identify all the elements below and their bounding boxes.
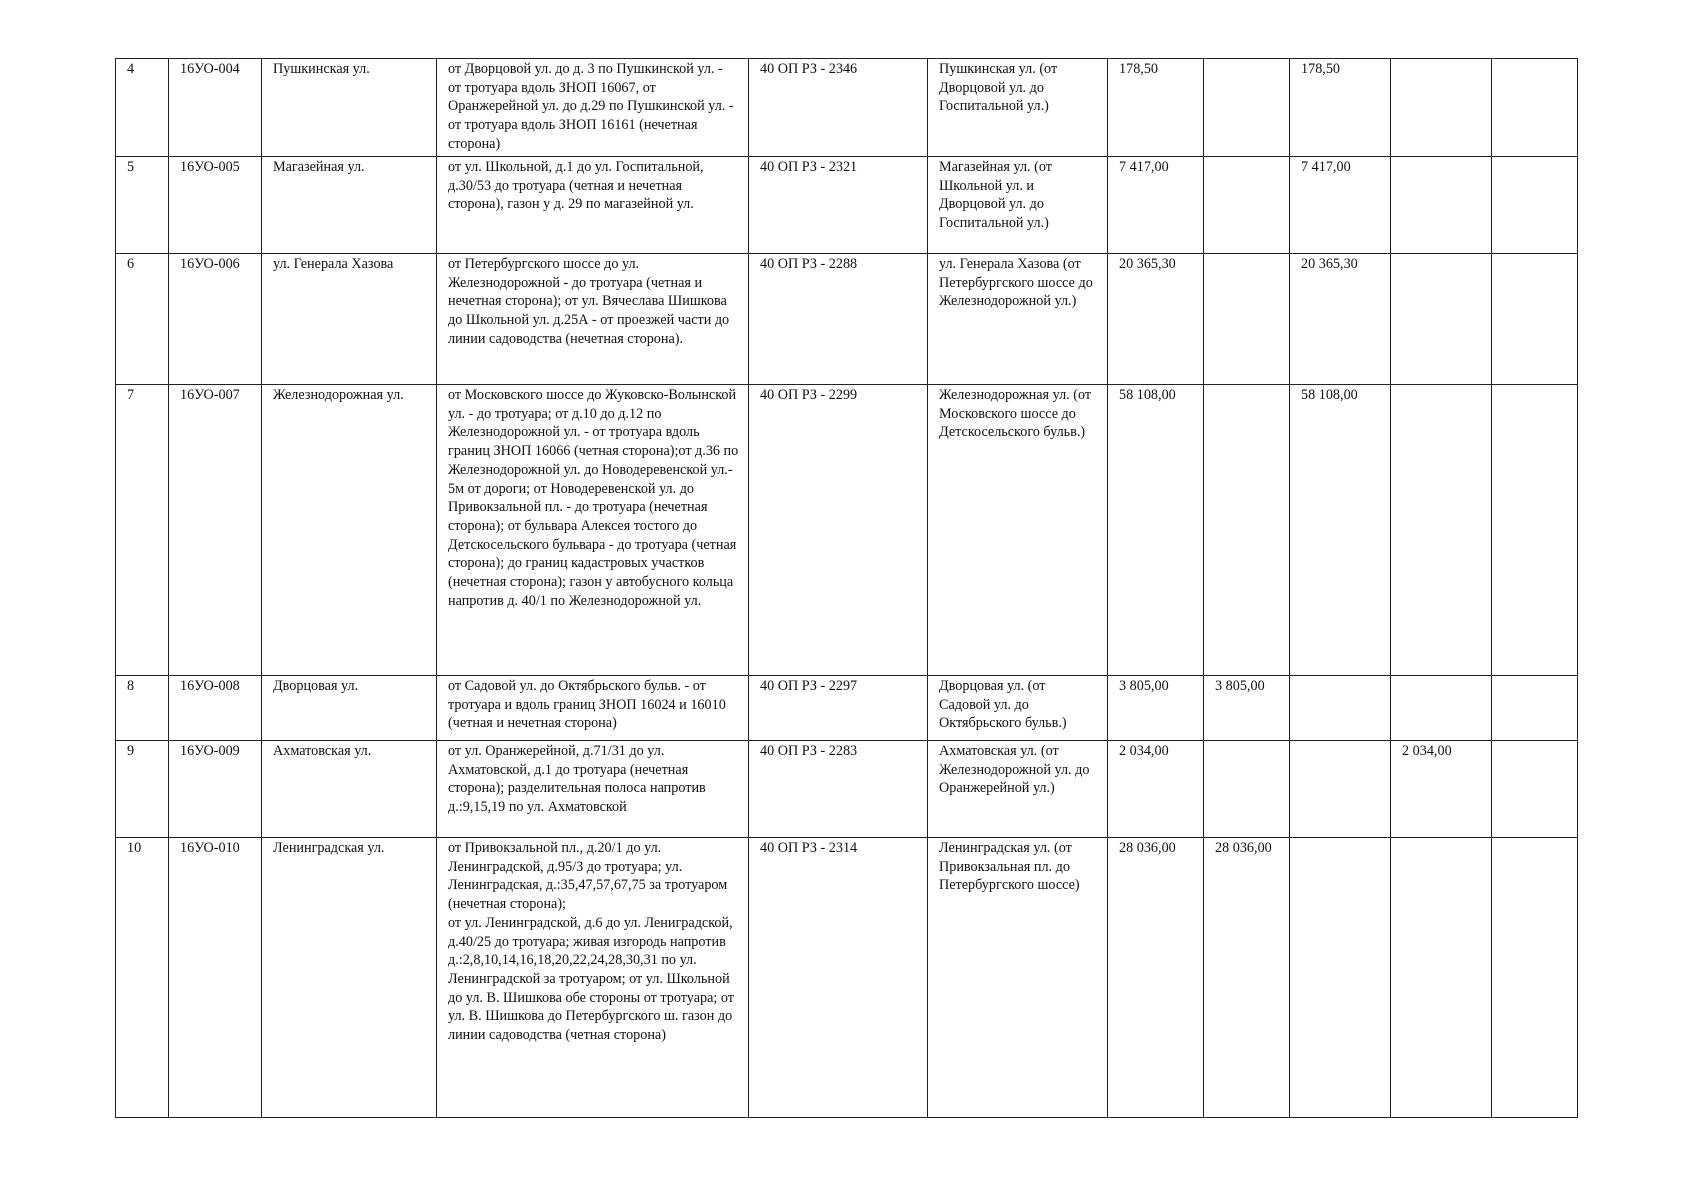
road-name: ул. Генерала Хазова (от Петербургского шоссе до Железнодорожной ул.) bbox=[928, 254, 1108, 385]
area-col-10 bbox=[1391, 676, 1492, 741]
road-id: 40 ОП РЗ - 2288 bbox=[749, 254, 928, 385]
plot-code: 16УО-008 bbox=[169, 676, 262, 741]
area-col-11 bbox=[1492, 838, 1578, 1118]
street-name: Магазейная ул. bbox=[262, 157, 437, 254]
plot-code: 16УО-009 bbox=[169, 741, 262, 838]
area-col-11 bbox=[1492, 676, 1578, 741]
road-id: 40 ОП РЗ - 2299 bbox=[749, 385, 928, 676]
area-col-10 bbox=[1391, 157, 1492, 254]
area-col-9 bbox=[1290, 676, 1391, 741]
plot-description: от ул. Оранжерейной, д.71/31 до ул. Ахматовской, д.1 до тротуара (нечетная сторона); разделительная полоса напротив д.:9,15,19 по ул. Ахматовской bbox=[437, 741, 749, 838]
area-col-9: 178,50 bbox=[1290, 59, 1391, 157]
plot-description: от ул. Школьной, д.1 до ул. Госпитальной, д.30/53 до тротуара (четная и нечетная сторона), газон у д. 29 по магазейной ул. bbox=[437, 157, 749, 254]
road-name: Пушкинская ул. (от Дворцовой ул. до Госпитальной ул.) bbox=[928, 59, 1108, 157]
area-total: 58 108,00 bbox=[1108, 385, 1204, 676]
plot-code: 16УО-010 bbox=[169, 838, 262, 1118]
table-row bbox=[116, 838, 1578, 1118]
row-number: 10 bbox=[116, 838, 169, 1118]
area-col-10: 2 034,00 bbox=[1391, 741, 1492, 838]
road-name: Ленинградская ул. (от Привокзальная пл. до Петербургского шоссе) bbox=[928, 838, 1108, 1118]
street-name: Дворцовая ул. bbox=[262, 676, 437, 741]
area-col-10 bbox=[1391, 59, 1492, 157]
road-id: 40 ОП РЗ - 2314 bbox=[749, 838, 928, 1118]
area-col-11 bbox=[1492, 254, 1578, 385]
row-number: 9 bbox=[116, 741, 169, 838]
area-col-10 bbox=[1391, 838, 1492, 1118]
street-name: ул. Генерала Хазова bbox=[262, 254, 437, 385]
street-name: Пушкинская ул. bbox=[262, 59, 437, 157]
area-total: 7 417,00 bbox=[1108, 157, 1204, 254]
plot-code: 16УО-007 bbox=[169, 385, 262, 676]
plot-description: от Привокзальной пл., д.20/1 до ул. Ленинградской, д.95/3 до тротуара; ул. Ленинградская, д.:35,47,57,67,75 за тротуаром (нечетная сторона); от ул. Ленинградской, д.6 до ул. Лениградской, д.40/25 до тротуара; живая изгородь напротив д.:2,8,10,14,16,18,20,22,24,28,30,31 по ул. Ленинградской за тротуаром; от ул. Школьной до ул. В. Шишкова обе стороны от тротуара; от ул. В. Шишкова до Петербургского ш. газон до линии садоводства (четная сторона) bbox=[437, 838, 749, 1118]
area-col-8 bbox=[1204, 254, 1290, 385]
area-total: 3 805,00 bbox=[1108, 676, 1204, 741]
area-col-11 bbox=[1492, 59, 1578, 157]
area-col-9: 20 365,30 bbox=[1290, 254, 1391, 385]
area-col-10 bbox=[1391, 385, 1492, 676]
street-name: Ахматовская ул. bbox=[262, 741, 437, 838]
area-total: 20 365,30 bbox=[1108, 254, 1204, 385]
area-col-8 bbox=[1204, 385, 1290, 676]
street-name: Железнодорожная ул. bbox=[262, 385, 437, 676]
area-col-9 bbox=[1290, 838, 1391, 1118]
area-col-10 bbox=[1391, 254, 1492, 385]
table-row bbox=[116, 676, 1578, 741]
area-col-8 bbox=[1204, 59, 1290, 157]
area-total: 2 034,00 bbox=[1108, 741, 1204, 838]
area-total: 178,50 bbox=[1108, 59, 1204, 157]
road-name: Магазейная ул. (от Школьной ул. и Дворцовой ул. до Госпитальной ул.) bbox=[928, 157, 1108, 254]
table-row bbox=[116, 741, 1578, 838]
road-id: 40 ОП РЗ - 2321 bbox=[749, 157, 928, 254]
area-col-11 bbox=[1492, 385, 1578, 676]
road-id: 40 ОП РЗ - 2346 bbox=[749, 59, 928, 157]
plot-code: 16УО-006 bbox=[169, 254, 262, 385]
plot-description: от Московского шоссе до Жуковско-Волынской ул. - до тротуара; от д.10 до д.12 по Железнодорожной ул. - от тротуара вдоль границ ЗНОП 16066 (четная сторона);от д.36 по Железнодорожной ул. до Новодеревенской ул.- 5м от дороги; от Новодеревенской ул. до Привокзальной пл. - до тротуара (нечетная сторона); от бульвара Алексея тостого до Детскосельского бульвара - до тротуара (четная сторона); до границ кадастровых участков (нечетная сторона); газон у автобусного кольца напротив д. 40/1 по Железнодорожной ул. bbox=[437, 385, 749, 676]
plot-description: от Дворцовой ул. до д. 3 по Пушкинской ул. - от тротуара вдоль ЗНОП 16067, от Оранжерейной ул. до д.29 по Пушкинской ул. - от тротуара вдоль ЗНОП 16161 (нечетная сторона) bbox=[437, 59, 749, 157]
table-row bbox=[116, 385, 1578, 676]
area-total: 28 036,00 bbox=[1108, 838, 1204, 1118]
area-col-8: 3 805,00 bbox=[1204, 676, 1290, 741]
street-name: Ленинградская ул. bbox=[262, 838, 437, 1118]
road-name: Дворцовая ул. (от Садовой ул. до Октябрьского бульв.) bbox=[928, 676, 1108, 741]
row-number: 5 bbox=[116, 157, 169, 254]
plot-code: 16УО-004 bbox=[169, 59, 262, 157]
area-col-11 bbox=[1492, 157, 1578, 254]
table-row bbox=[116, 157, 1578, 254]
plot-description: от Петербургского шоссе до ул. Железнодорожной - до тротуара (четная и нечетная сторона); от ул. Вячеслава Шишкова до Школьной ул. д.25А - от проезжей части до линии садоводства (нечетная сторона). bbox=[437, 254, 749, 385]
table-row bbox=[116, 59, 1578, 157]
row-number: 4 bbox=[116, 59, 169, 157]
area-col-9: 58 108,00 bbox=[1290, 385, 1391, 676]
table-body bbox=[116, 59, 1578, 1118]
row-number: 6 bbox=[116, 254, 169, 385]
road-id: 40 ОП РЗ - 2297 bbox=[749, 676, 928, 741]
road-name: Железнодорожная ул. (от Московского шоссе до Детскосельского бульв.) bbox=[928, 385, 1108, 676]
table-row bbox=[116, 254, 1578, 385]
area-col-8 bbox=[1204, 157, 1290, 254]
row-number: 7 bbox=[116, 385, 169, 676]
road-name: Ахматовская ул. (от Железнодорожной ул. до Оранжерейной ул.) bbox=[928, 741, 1108, 838]
plot-code: 16УО-005 bbox=[169, 157, 262, 254]
plot-description: от Садовой ул. до Октябрьского бульв. - от тротуара и вдоль границ ЗНОП 16024 и 16010 (четная и нечетная сторона) bbox=[437, 676, 749, 741]
area-col-11 bbox=[1492, 741, 1578, 838]
land-plots-table bbox=[115, 58, 1578, 1118]
area-col-9 bbox=[1290, 741, 1391, 838]
area-col-8 bbox=[1204, 741, 1290, 838]
area-col-8: 28 036,00 bbox=[1204, 838, 1290, 1118]
area-col-9: 7 417,00 bbox=[1290, 157, 1391, 254]
row-number: 8 bbox=[116, 676, 169, 741]
road-id: 40 ОП РЗ - 2283 bbox=[749, 741, 928, 838]
